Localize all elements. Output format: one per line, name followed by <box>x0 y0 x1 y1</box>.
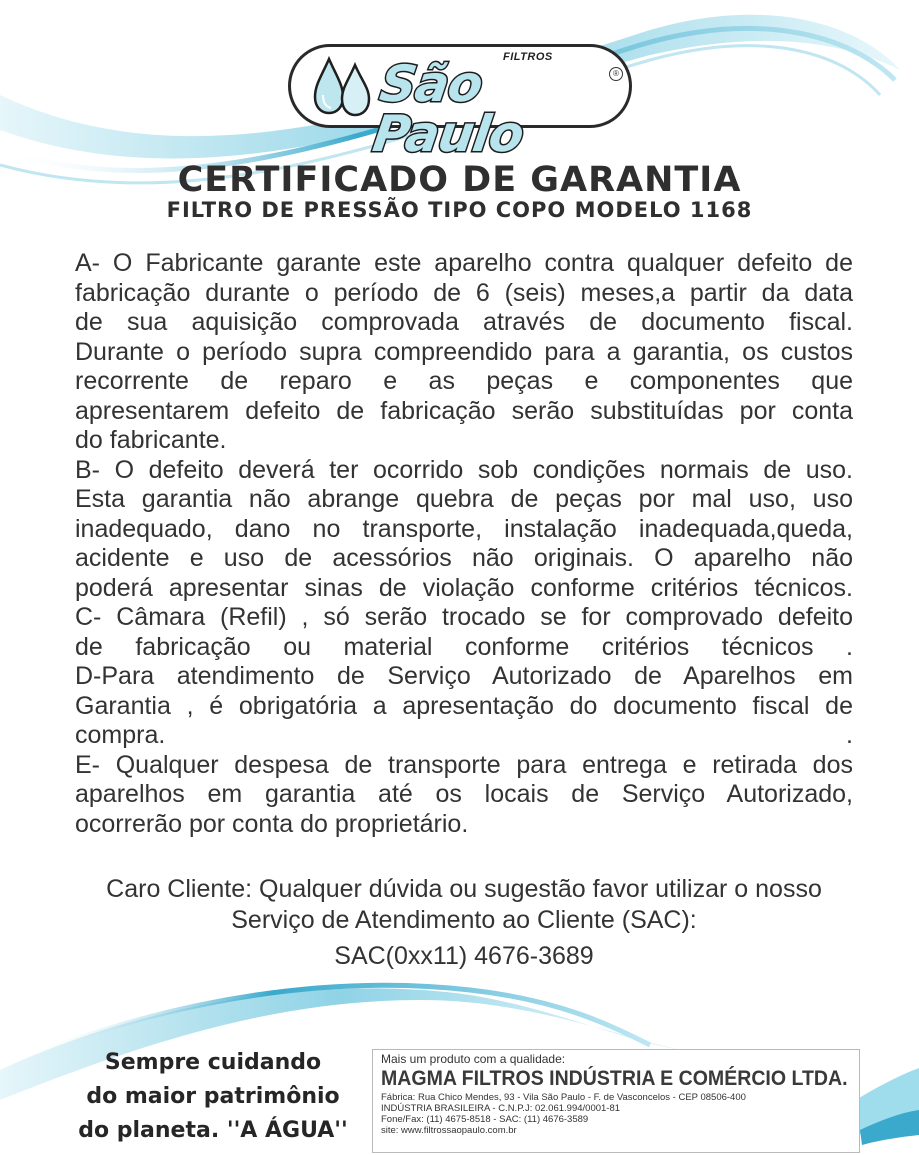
terms-line: de fabricação ou material conforme critérios técnicos . <box>75 632 853 661</box>
slogan-line-3: do planeta. ''A ÁGUA'' <box>78 1118 348 1143</box>
terms-line: acidente e uso de acessórios não originais. O aparelho não <box>75 544 853 572</box>
warranty-terms <box>75 249 853 839</box>
terms-line: poderá apresentar sinas de violação conforme critérios técnicos. <box>75 573 853 602</box>
terms-line: aparelhos em garantia até os locais de Serviço Autorizado, <box>75 780 853 808</box>
sac-phone: SAC(0xx11) 4676-3689 <box>334 942 594 970</box>
company-intro: Mais um produto com a qualidade: <box>381 1052 566 1066</box>
terms-line: E- Qualquer despesa de transporte para entrega e retirada dos <box>75 750 853 779</box>
company-info-box <box>372 1049 860 1153</box>
contact-line-1: Caro Cliente: Qualquer dúvida ou sugestão favor utilizar o nosso <box>106 875 822 903</box>
contact-line-2: Serviço de Atendimento ao Cliente (SAC): <box>231 906 697 934</box>
slogan-line-2: do maior patrimônio <box>86 1084 340 1109</box>
terms-line: recorrente de reparo e as peças e componentes que <box>75 367 853 395</box>
water-drops-icon <box>311 55 373 119</box>
company-site: site: www.filtrossaopaulo.com.br <box>381 1125 517 1136</box>
company-address: Fábrica: Rua Chico Mendes, 93 - Vila São Paulo - F. de Vasconcelos - CEP 08506-400 <box>381 1092 746 1103</box>
terms-line: ocorrerão por conta do proprietário. <box>75 809 469 838</box>
brand-logo <box>288 44 632 163</box>
terms-line: Durante o período supra compreendido para a garantia, os custos <box>75 337 853 366</box>
terms-line: apresentarem defeito de fabricação serão substituídas por conta <box>75 396 853 425</box>
terms-line: fabricação durante o período de 6 (seis) meses,a partir da data <box>75 278 853 307</box>
company-name: MAGMA FILTROS INDÚSTRIA E COMÉRCIO LTDA. <box>381 1067 848 1090</box>
terms-line: D-Para atendimento de Serviço Autorizado de Aparelhos em <box>75 662 853 690</box>
terms-line: C- Câmara (Refil) , só serão trocado se for comprovado defeito <box>75 603 853 631</box>
terms-line: Garantia , é obrigatória a apresentação do documento fiscal de <box>75 691 853 720</box>
company-phone: Fone/Fax: (11) 4675-8518 - SAC: (11) 4676-3589 <box>381 1114 589 1125</box>
terms-line: compra. . <box>75 721 853 749</box>
terms-line: A- O Fabricante garante este aparelho contra qualquer defeito de <box>75 249 853 277</box>
terms-line: do fabricante. <box>75 426 227 454</box>
slogan <box>68 1046 358 1148</box>
company-cnpj: INDÚSTRIA BRASILEIRA - C.N.P.J: 02.061.994/0001-81 <box>381 1103 621 1114</box>
certificate-title: CERTIFICADO DE GARANTIA <box>177 160 742 200</box>
logo-brand-name: São Paulo <box>369 55 527 163</box>
terms-line: Esta garantia não abrange quebra de peças por mal uso, uso <box>75 485 853 513</box>
registered-mark: ® <box>609 67 623 81</box>
certificate-subtitle: FILTRO DE PRESSÃO TIPO COPO MODELO 1168 <box>166 198 753 222</box>
logo-label: FILTROS <box>503 51 553 63</box>
customer-contact <box>75 874 853 936</box>
terms-line: inadequado, dano no transporte, instalação inadequada,queda, <box>75 514 853 543</box>
terms-line: B- O defeito deverá ter ocorrido sob condições normais de uso. <box>75 455 853 484</box>
terms-line: de sua aquisição comprovada através de documento fiscal. <box>75 308 853 336</box>
slogan-line-1: Sempre cuidando <box>104 1050 322 1075</box>
